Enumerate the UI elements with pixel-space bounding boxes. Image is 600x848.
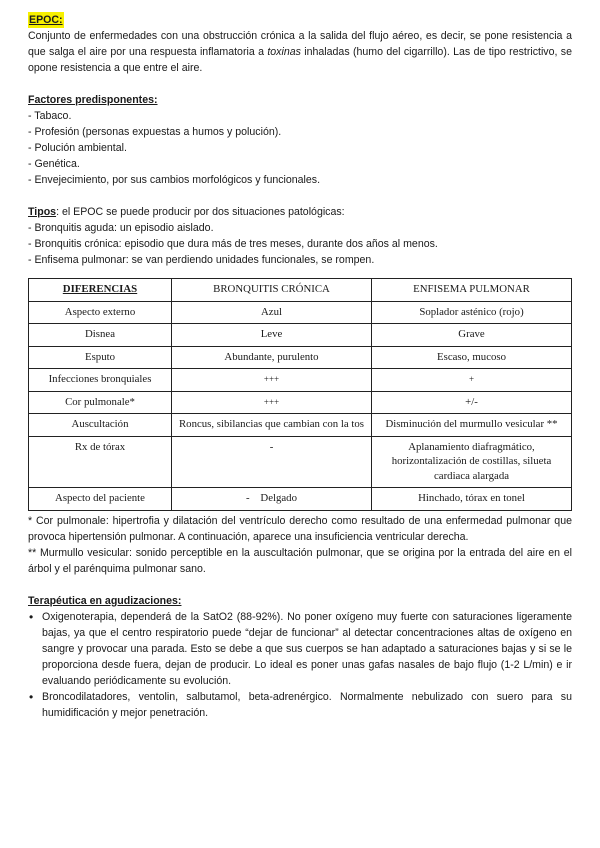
types-intro (28, 204, 572, 220)
table-row (29, 391, 572, 414)
table-cell: Aplanamiento diafragmático, horizontalización de costillas, silueta cardiaca alargada (372, 436, 572, 488)
table-cell: Aspecto del paciente (29, 488, 172, 511)
therapy-heading: Terapéutica en agudizaciones: (28, 594, 182, 607)
intro-paragraph (28, 28, 572, 76)
table-cell: +/- (372, 391, 572, 414)
table-cell: +++ (172, 391, 372, 414)
intro-text-1: Conjunto de enfermedades con una obstrucción crónica a la salida del flujo aéreo, es decir, se pone resistencia a que salga el aire por una respuesta inflamatoria a (28, 30, 572, 58)
footnotes (28, 513, 572, 721)
table-row (29, 436, 572, 488)
table-cell: Auscultación (29, 414, 172, 437)
table-cell: Leve (172, 324, 372, 347)
factors-heading: Factores predisponentes: (28, 94, 158, 106)
epoc-section (28, 12, 572, 268)
table-header-row (29, 279, 572, 302)
table-row (29, 301, 572, 324)
table-cell: Infecciones bronquiales (29, 369, 172, 392)
table-cell: Hinchado, tórax en tonel (372, 488, 572, 511)
table-row (29, 488, 572, 511)
table-header: ENFISEMA PULMONAR (372, 279, 572, 302)
factor-item: - Tabaco. (28, 110, 72, 122)
table-cell: Grave (372, 324, 572, 347)
table-cell: Rx de tórax (29, 436, 172, 488)
factor-item: - Profesión (personas expuestas a humos y polución). (28, 126, 282, 138)
page-title: EPOC: (29, 14, 63, 26)
table-cell: Aspecto externo (29, 301, 172, 324)
factor-item: - Genética. (28, 158, 80, 170)
table-row (29, 346, 572, 369)
intro-text-2: inhaladas (humo del cigarrillo). Las de tipo restrictivo, se opone resistencia a que entre el aire. (28, 46, 572, 74)
table-cell: Azul (172, 301, 372, 324)
table-cell: Roncus, sibilancias que cambian con la tos (172, 414, 372, 437)
differences-table (28, 278, 572, 511)
table-cell: Disnea (29, 324, 172, 347)
table-cell: +++ (172, 369, 372, 392)
footnote: ** Murmullo vesicular: sonido perceptible en la auscultación pulmonar, que se origina por la entrada del aire en el árbol y el parénquima pulmonar sano. (28, 546, 572, 575)
table-cell: Cor pulmonale* (29, 391, 172, 414)
table-cell: Abundante, purulento (172, 346, 372, 369)
types-intro-text: : el EPOC se puede producir por dos situaciones patológicas: (56, 206, 345, 218)
type-item: - Enfisema pulmonar: se van perdiendo unidades funcionales, se rompen. (28, 254, 375, 266)
table-cell: Disminución del murmullo vesicular ** (372, 414, 572, 437)
table-cell: Esputo (29, 346, 172, 369)
table-row (29, 324, 572, 347)
table-row (29, 369, 572, 392)
types-heading: Tipos (28, 206, 57, 218)
footnote: * Cor pulmonale: hipertrofia y dilatación del ventrículo derecho como resultado de una enfermedad pulmonar que provoca hipertensión pulmonar. A continuación, aparece una insuficiencia ventricular derecha. (28, 514, 572, 543)
type-item: - Bronquitis aguda: un episodio aislado. (28, 222, 214, 234)
list-item: • Broncodilatadores, ventolin, salbutamol, beta-adrenérgico. Normalmente nebulizado con suero para su humidificación y mejor penetración. (42, 689, 572, 721)
table-header: BRONQUITIS CRÓNICA (172, 279, 372, 302)
table-cell: Escaso, mucoso (372, 346, 572, 369)
table-row (29, 414, 572, 437)
table-header: DIFERENCIAS (29, 279, 172, 302)
table-cell: - (172, 436, 372, 488)
intro-italic: toxinas (267, 46, 301, 58)
table-cell: + (372, 369, 572, 392)
table-cell: Soplador asténico (rojo) (372, 301, 572, 324)
factor-item: - Envejecimiento, por sus cambios morfológicos y funcionales. (28, 174, 321, 186)
factor-item: - Polución ambiental. (28, 142, 127, 154)
table-cell: - Delgado (172, 488, 372, 511)
list-item: • Oxigenoterapia, dependerá de la SatO2 (88-92%). No poner oxígeno muy fuerte con saturaciones ligeramente bajas, ya que el centro respiratorio puede “dejar de funcionar” al detectar concentraciones altas de oxígeno en sangre y provocar una parada. Esto se debe a que sus cuerpos se han adaptado a saturaciones bajas y si se le proporciona desde fuera, dejan de producir. Lo ideal es poner unas gafas nasales de bajo flujo (1-2 L/min) e ir evaluando periódicamente su evolución. (42, 609, 572, 689)
type-item: - Bronquitis crónica: episodio que dura más de tres meses, durante dos años al menos. (28, 238, 438, 250)
therapy-list (28, 609, 572, 721)
